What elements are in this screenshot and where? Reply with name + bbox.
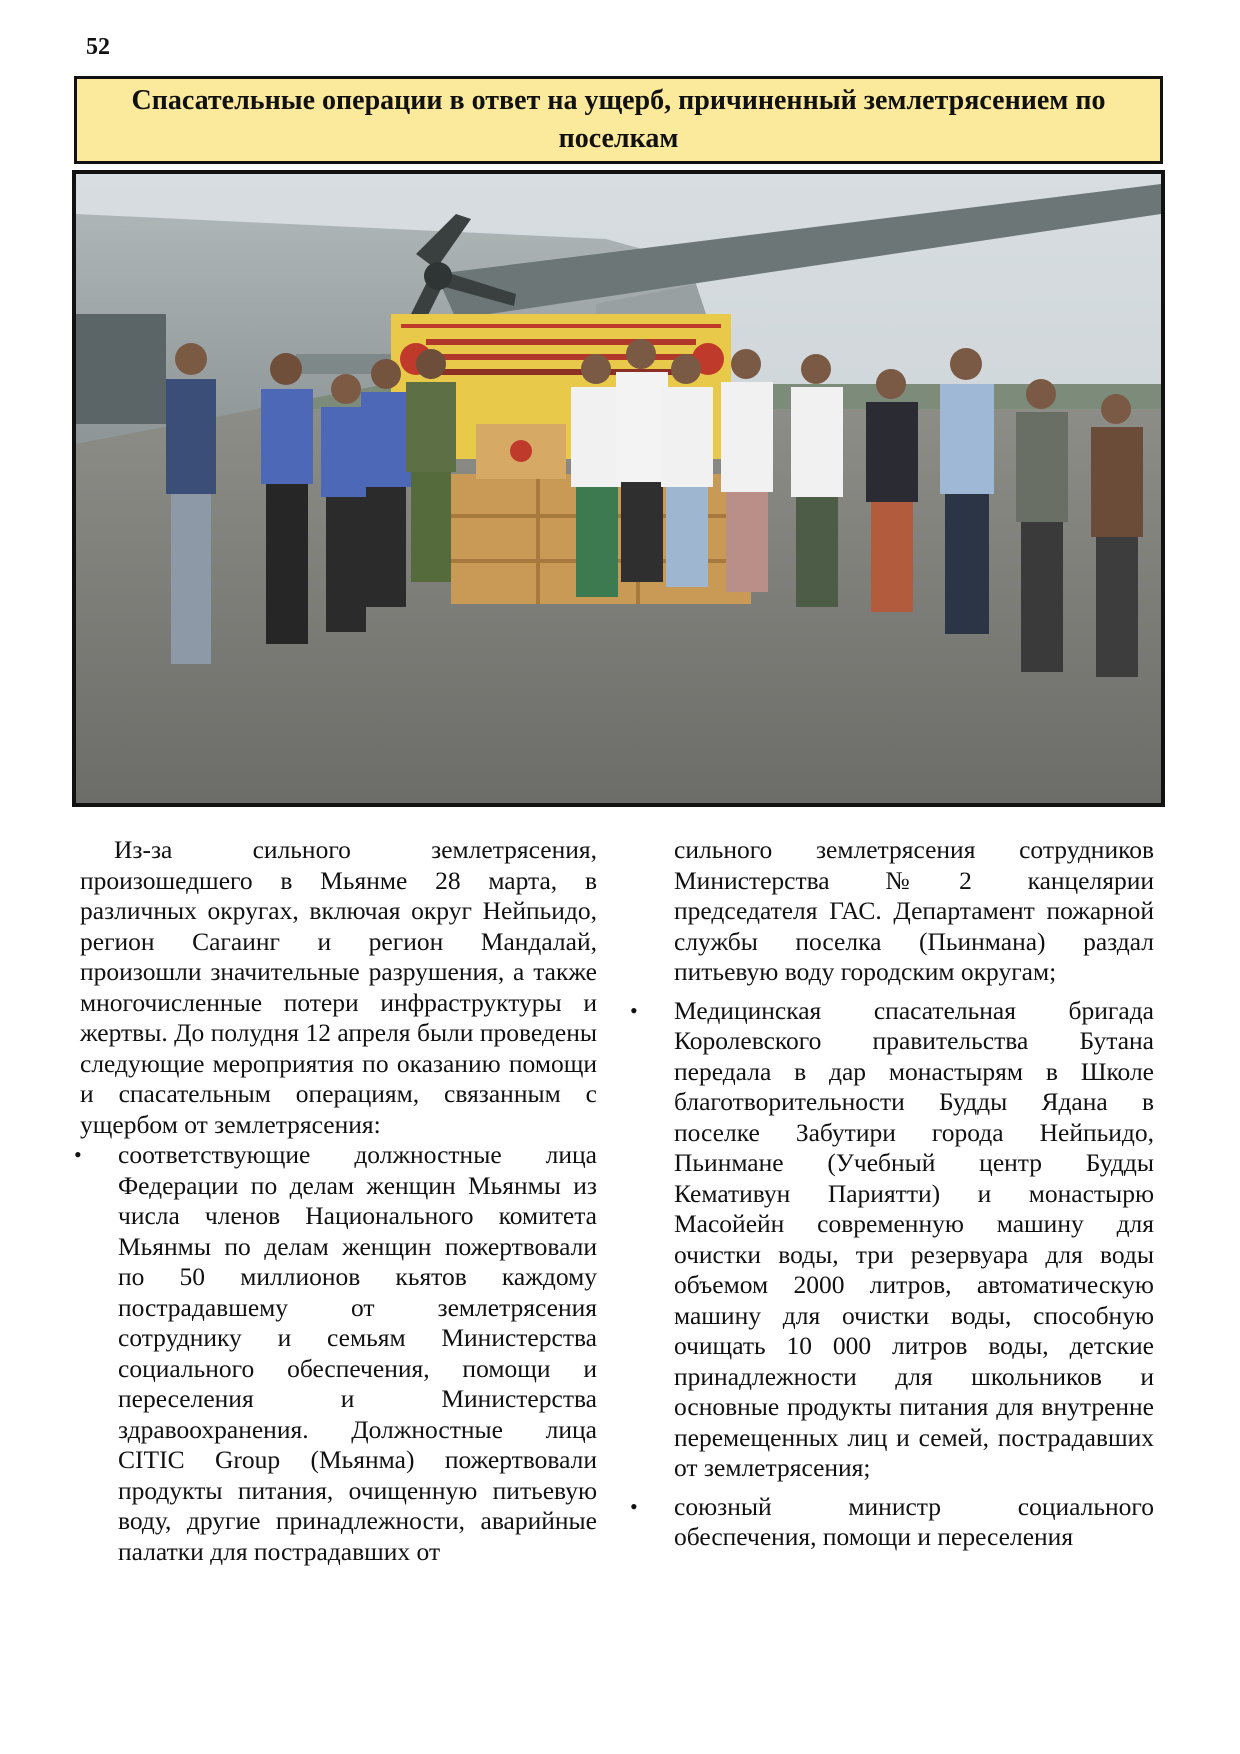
left-bullet-list [74, 1140, 597, 1567]
page-number: 52 [86, 34, 110, 60]
page-title: Спасательные операции в ответ на ущерб, причиненный землетрясением по поселкам [131, 85, 1106, 154]
bullet-text: соответствующие должностные лица Федерации по делам женщин Мьянмы из числа членов Национального комитета Мьянмы по делам женщин пожертвовали по 50 миллионов кьятов каждому пострадавшему от землетрясения сотруднику и семьям Министерства социального обеспечения, помощи и переселения и Министерства здравоохранения. Должностные лица CITIC Group (Мьянма) пожертвовали продукты питания, очищенную питьевую воду, другие принадлежности, аварийные палатки для пострадавших от [118, 1140, 597, 1566]
title-banner [74, 76, 1163, 164]
bullet-item-union-minister [630, 1491, 1154, 1553]
bullet-marker: • [74, 1142, 82, 1167]
continued-paragraph: сильного землетрясения сотрудников Министерства №2 канцелярии председателя ГАС. Департамент пожарной службы поселка (Пьинмана) раздал питьевую воду городским округам; [674, 835, 1154, 986]
bullet-marker: • [630, 997, 638, 1023]
bullet-item-bhutan-medical [630, 995, 1154, 1484]
bullet-text: Медицинская спасательная бригада Королевского правительства Бутана передала в дар монастырям в Школе благотворительности Будды Ядана в поселке Забутири города Нейпьидо, Пьинмане (Учебный центр Будды Кемативун Париятти) и монастырю Масойейн современную машину для очистки воды, три резервуара для воды объемом 2000 литров, автоматическую машину для очистки воды, способную очищать 10 000 литров воды, детские принадлежности для школьников и основные продукты питания для внутренне перемещенных лиц и семей, пострадавших от землетрясения; [674, 995, 1154, 1482]
bullet-text: союзный министр социального обеспечения, помощи и переселения [674, 1491, 1154, 1551]
news-photo [72, 170, 1165, 807]
bullet-item-women-federation [74, 1140, 597, 1567]
bullet-marker: • [630, 1493, 638, 1519]
intro-paragraph: Из-за сильного землетрясения, произошедшего в Мьянме 28 марта, в различных округах, включая округ Нейпьидо, регион Сагаинг и регион Мандалай, произошли значительные разрушения, а также многочисленные потери инфраструктуры и жертвы. До полудня 12 апреля были проведены следующие мероприятия по оказанию помощи и спасательным операциям, связанным с ущербом от землетрясения: [80, 835, 597, 1139]
donation-ceremony-photo [76, 174, 1161, 803]
right-bullet-list [630, 995, 1154, 1553]
left-text-column [74, 835, 597, 1567]
right-text-column [630, 835, 1154, 1553]
